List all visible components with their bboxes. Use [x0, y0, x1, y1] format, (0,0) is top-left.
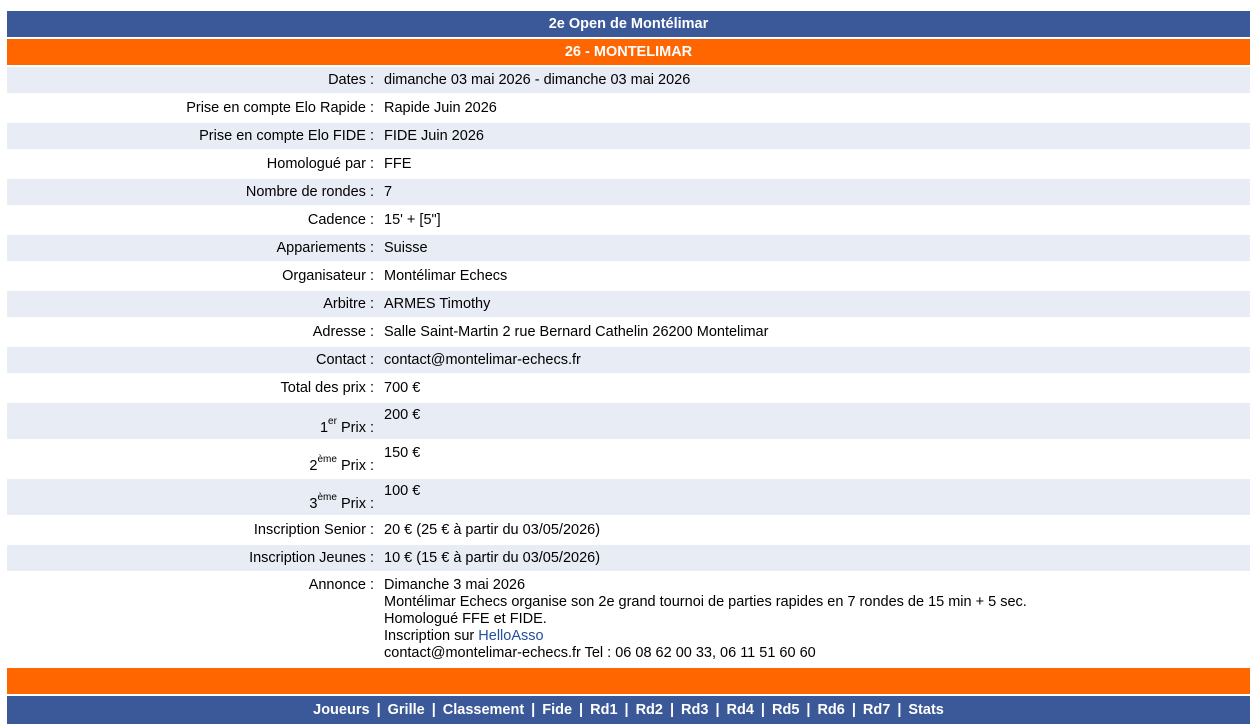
announcement-line: contact@montelimar-echecs.fr Tel : 06 08 62 00 33, 06 11 51 60 60 — [384, 645, 816, 661]
nav-rd2[interactable]: Rd2 — [635, 702, 663, 718]
info-row-homologation — [7, 151, 1250, 177]
info-row-dates — [7, 67, 1250, 93]
nav-rd3[interactable]: Rd3 — [681, 702, 709, 718]
info-value: FFE — [384, 156, 412, 172]
info-value: contact@montelimar-echecs.fr — [379, 347, 1250, 373]
nav-grille[interactable]: Grille — [387, 702, 425, 718]
info-label: Cadence : — [307, 212, 374, 228]
info-label: Organisateur : — [282, 268, 374, 284]
info-row-announcement — [7, 573, 1250, 666]
info-row-fee-senior — [7, 517, 1250, 543]
info-label: Inscription Senior : — [253, 522, 374, 538]
info-label: Arbitre : — [7, 291, 379, 317]
info-label: Nombre de rondes : — [7, 179, 379, 205]
info-label: Dates : — [7, 67, 379, 93]
tournament-nav — [7, 696, 1250, 724]
info-value: 7 — [379, 179, 1250, 205]
info-label: Annonce : — [308, 577, 374, 593]
info-row-cadence — [7, 207, 1250, 233]
info-row-elo-rapide — [7, 95, 1250, 121]
nav-separator: | — [806, 702, 811, 718]
info-label: Homologué par : — [266, 156, 374, 172]
prize-rank-suffix: ème — [317, 454, 337, 465]
tournament-title: 2e Open de Montélimar — [7, 11, 1250, 37]
info-value: Salle Saint-Martin 2 rue Bernard Cathelin 26200 Montelimar — [384, 324, 769, 340]
info-row-organizer — [7, 263, 1250, 289]
nav-classement[interactable]: Classement — [442, 702, 525, 718]
prize-value: 150 € — [384, 445, 421, 461]
nav-separator: | — [624, 702, 629, 718]
nav-joueurs[interactable]: Joueurs — [313, 702, 370, 718]
nav-separator: | — [531, 702, 536, 718]
info-label: Appariements : — [7, 235, 379, 261]
prize-value: 100 € — [379, 479, 1250, 515]
nav-separator: | — [376, 702, 381, 718]
info-value: 20 € (25 € à partir du 03/05/2026) — [384, 522, 601, 538]
orange-divider — [7, 668, 1250, 694]
info-label: Total des prix : — [280, 380, 374, 396]
info-label: Prise en compte Elo Rapide : — [186, 100, 374, 116]
prize-rank: 3 — [309, 496, 318, 512]
prize-value: 200 € — [379, 403, 1250, 439]
nav-rd4[interactable]: Rd4 — [726, 702, 754, 718]
info-value: FIDE Juin 2026 — [379, 123, 1250, 149]
nav-separator: | — [431, 702, 436, 718]
info-row-address — [7, 319, 1250, 345]
info-row-prize-1 — [7, 403, 1250, 439]
info-row-elo-fide — [7, 123, 1250, 149]
info-row-fee-youth — [7, 545, 1250, 571]
prize-rank: 2 — [309, 458, 318, 474]
prize-label — [7, 403, 379, 439]
prize-label — [7, 441, 379, 477]
info-row-prize-2 — [7, 441, 1250, 477]
info-value: ARMES Timothy — [379, 291, 1250, 317]
info-row-contact — [7, 347, 1250, 373]
nav-stats[interactable]: Stats — [908, 702, 944, 718]
nav-separator: | — [760, 702, 765, 718]
info-value: Suisse — [379, 235, 1250, 261]
info-row-pairings — [7, 235, 1250, 261]
info-row-prize-3 — [7, 479, 1250, 515]
info-label: Inscription Jeunes : — [7, 545, 379, 571]
tournament-location: 26 - MONTELIMAR — [7, 39, 1250, 65]
info-value: Montélimar Echecs — [384, 268, 508, 284]
info-value: 15' + [5"] — [384, 212, 441, 228]
tournament-page — [7, 11, 1250, 724]
info-label: Adresse : — [312, 324, 374, 340]
helloasso-link[interactable]: HelloAsso — [478, 628, 544, 644]
info-value: 700 € — [384, 380, 421, 396]
info-label: Contact : — [7, 347, 379, 373]
prize-label-text: Prix : — [336, 496, 374, 512]
announcement-line: Dimanche 3 mai 2026 — [384, 577, 526, 593]
prize-label — [7, 479, 379, 515]
info-row-rounds — [7, 179, 1250, 205]
info-value: dimanche 03 mai 2026 - dimanche 03 mai 2026 — [379, 67, 1250, 93]
prize-rank: 1 — [319, 420, 329, 436]
nav-rd6[interactable]: Rd6 — [817, 702, 845, 718]
prize-rank-suffix: ème — [317, 492, 337, 503]
announcement-text — [379, 573, 1250, 666]
info-row-total-prizes — [7, 375, 1250, 401]
announcement-line: Homologué FFE et FIDE. — [384, 611, 547, 627]
nav-separator: | — [715, 702, 720, 718]
tournament-info-table — [7, 65, 1250, 668]
nav-separator: | — [669, 702, 675, 718]
info-row-arbiter — [7, 291, 1250, 317]
announcement-line: Montélimar Echecs organise son 2e grand tournoi de parties rapides en 7 rondes de 15 min + 5 sec. — [384, 594, 1027, 610]
nav-rd1[interactable]: Rd1 — [590, 702, 618, 718]
prize-label-text: Prix : — [336, 458, 374, 474]
announcement-line — [384, 628, 1244, 645]
nav-separator: | — [897, 702, 902, 718]
nav-rd5[interactable]: Rd5 — [771, 702, 800, 718]
prize-label-text: Prix : — [336, 420, 374, 436]
announcement-text-prefix: Inscription sur — [384, 628, 479, 644]
nav-separator: | — [851, 702, 856, 718]
info-value: 10 € (15 € à partir du 03/05/2026) — [379, 545, 1250, 571]
nav-rd7[interactable]: Rd7 — [862, 702, 891, 718]
prize-rank-suffix: er — [328, 416, 337, 427]
nav-separator: | — [579, 702, 584, 718]
nav-fide[interactable]: Fide — [542, 702, 573, 718]
info-value: Rapide Juin 2026 — [384, 100, 497, 116]
info-label: Prise en compte Elo FIDE : — [7, 123, 379, 149]
